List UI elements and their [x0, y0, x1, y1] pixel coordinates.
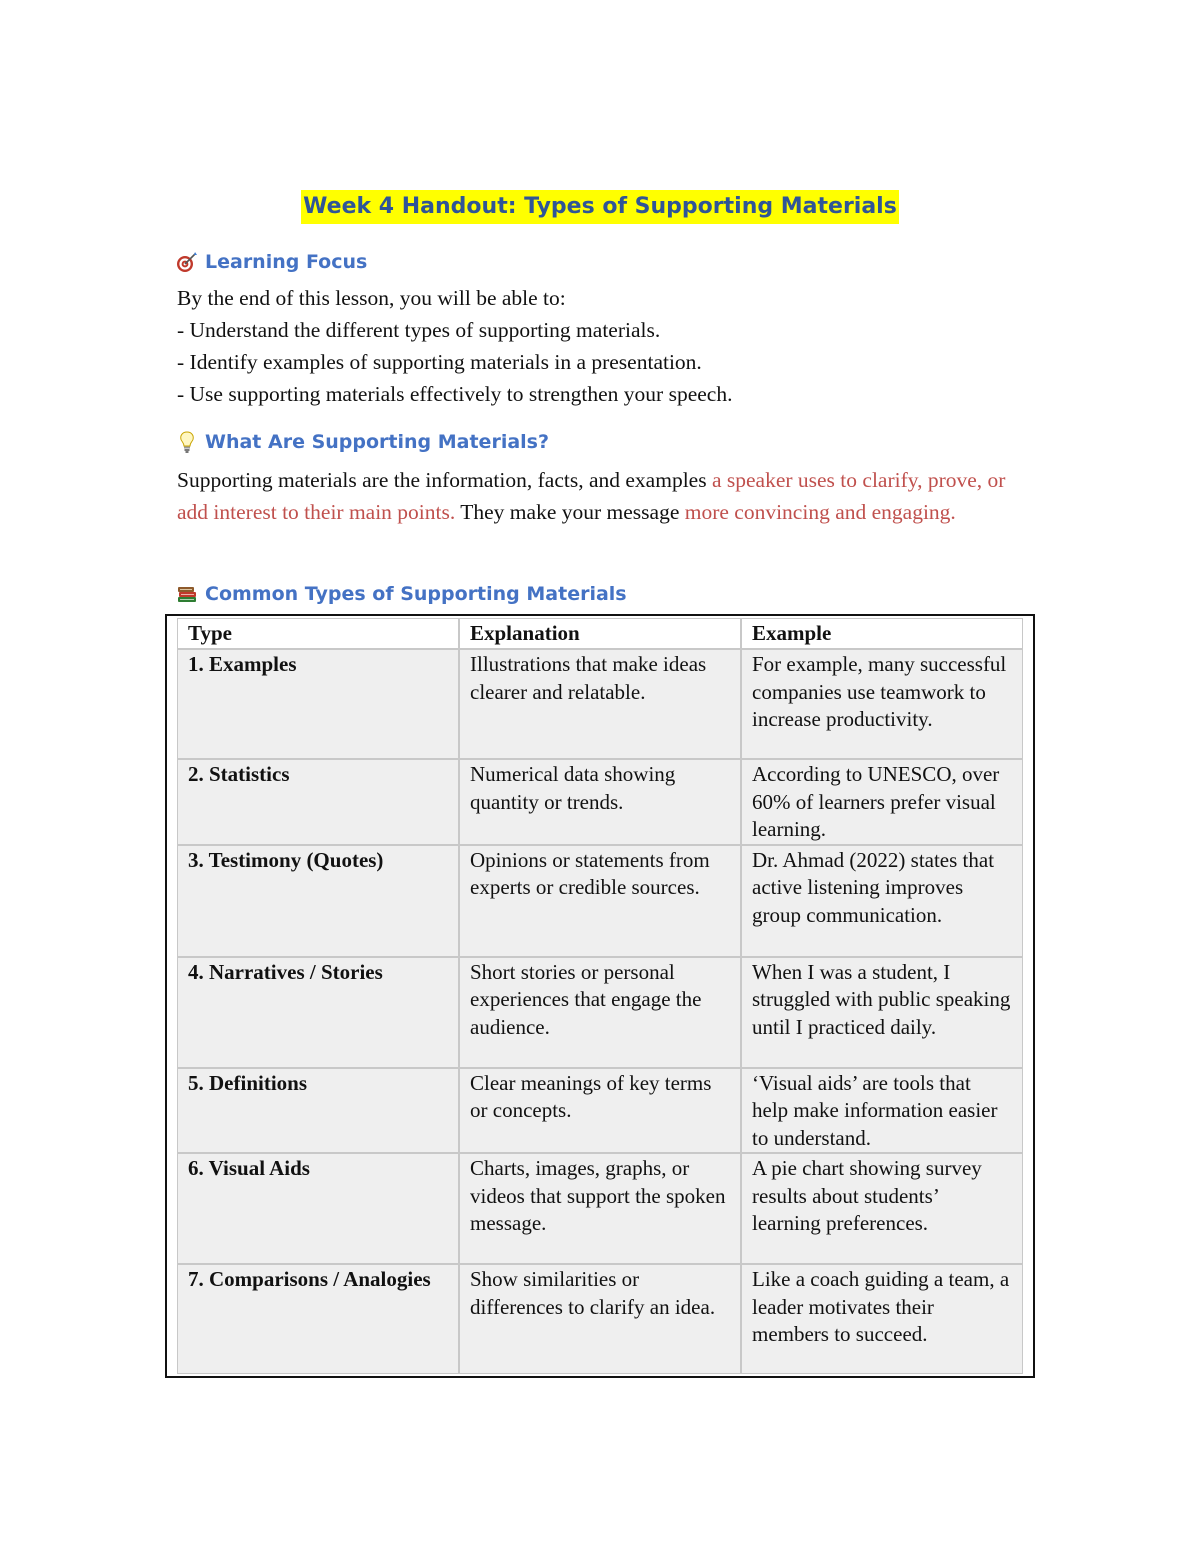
- example-cell: Dr. Ahmad (2022) states that active listening improves group communication.: [741, 845, 1023, 957]
- type-cell: 1. Examples: [177, 649, 459, 759]
- example-cell: A pie chart showing survey results about students’ learning preferences.: [741, 1153, 1023, 1264]
- column-header-explanation: Explanation: [459, 618, 741, 649]
- type-cell: 4. Narratives / Stories: [177, 957, 459, 1068]
- learning-focus-intro: By the end of this lesson, you will be able to:: [177, 286, 566, 310]
- common-types-heading: [175, 582, 627, 606]
- learning-focus-item: - Use supporting materials effectively to strengthen your speech.: [177, 382, 733, 406]
- table-row: [177, 1264, 1023, 1374]
- type-cell: 5. Definitions: [177, 1068, 459, 1154]
- explanation-cell: Numerical data showing quantity or trends.: [459, 759, 741, 845]
- table-row: [177, 759, 1023, 845]
- what-are-paragraph: [177, 464, 1037, 528]
- table-row: [177, 957, 1023, 1068]
- example-cell: ‘Visual aids’ are tools that help make information easier to understand.: [741, 1068, 1023, 1154]
- what-are-emphasis-1: a speaker uses to clarify, prove, or add interest to their main points.: [177, 468, 1006, 524]
- example-cell: Like a coach guiding a team, a leader motivates their members to succeed.: [741, 1264, 1023, 1374]
- learning-focus-item: - Identify examples of supporting materials in a presentation.: [177, 350, 702, 374]
- document-title: Week 4 Handout: Types of Supporting Materials: [301, 190, 899, 224]
- explanation-cell: Opinions or statements from experts or credible sources.: [459, 845, 741, 957]
- learning-focus-title: Learning Focus: [205, 251, 368, 273]
- supporting-materials-table: [165, 614, 1035, 1378]
- what-are-text-1: Supporting materials are the information, facts, and examples: [177, 468, 712, 492]
- table-row: [177, 1153, 1023, 1264]
- table-row: [177, 1068, 1023, 1154]
- example-cell: According to UNESCO, over 60% of learners prefer visual learning.: [741, 759, 1023, 845]
- title-container: [0, 190, 1200, 224]
- target-icon: [175, 250, 199, 274]
- what-are-title: What Are Supporting Materials?: [205, 431, 549, 453]
- column-header-example: Example: [741, 618, 1023, 649]
- lightbulb-icon: [175, 430, 199, 454]
- column-header-type: Type: [177, 618, 459, 649]
- explanation-cell: Illustrations that make ideas clearer and relatable.: [459, 649, 741, 759]
- table-row: [177, 649, 1023, 759]
- type-cell: 6. Visual Aids: [177, 1153, 459, 1264]
- learning-focus-body: [177, 282, 1037, 410]
- explanation-cell: Clear meanings of key terms or concepts.: [459, 1068, 741, 1154]
- type-cell: 2. Statistics: [177, 759, 459, 845]
- example-cell: For example, many successful companies use teamwork to increase productivity.: [741, 649, 1023, 759]
- type-cell: 7. Comparisons / Analogies: [177, 1264, 459, 1374]
- explanation-cell: Charts, images, graphs, or videos that support the spoken message.: [459, 1153, 741, 1264]
- common-types-title: Common Types of Supporting Materials: [205, 583, 627, 605]
- learning-focus-item: - Understand the different types of supporting materials.: [177, 318, 661, 342]
- table-header-row: [177, 618, 1023, 649]
- what-are-emphasis-2: more convincing and engaging.: [684, 500, 956, 524]
- explanation-cell: Show similarities or differences to clarify an idea.: [459, 1264, 741, 1374]
- what-are-text-2: They make your message: [455, 500, 685, 524]
- what-are-body: [177, 464, 1037, 528]
- table-row: [177, 845, 1023, 957]
- explanation-cell: Short stories or personal experiences that engage the audience.: [459, 957, 741, 1068]
- books-icon: [175, 582, 199, 606]
- learning-focus-heading: [175, 250, 367, 274]
- what-are-heading: [175, 430, 549, 454]
- example-cell: When I was a student, I struggled with public speaking until I practiced daily.: [741, 957, 1023, 1068]
- type-cell: 3. Testimony (Quotes): [177, 845, 459, 957]
